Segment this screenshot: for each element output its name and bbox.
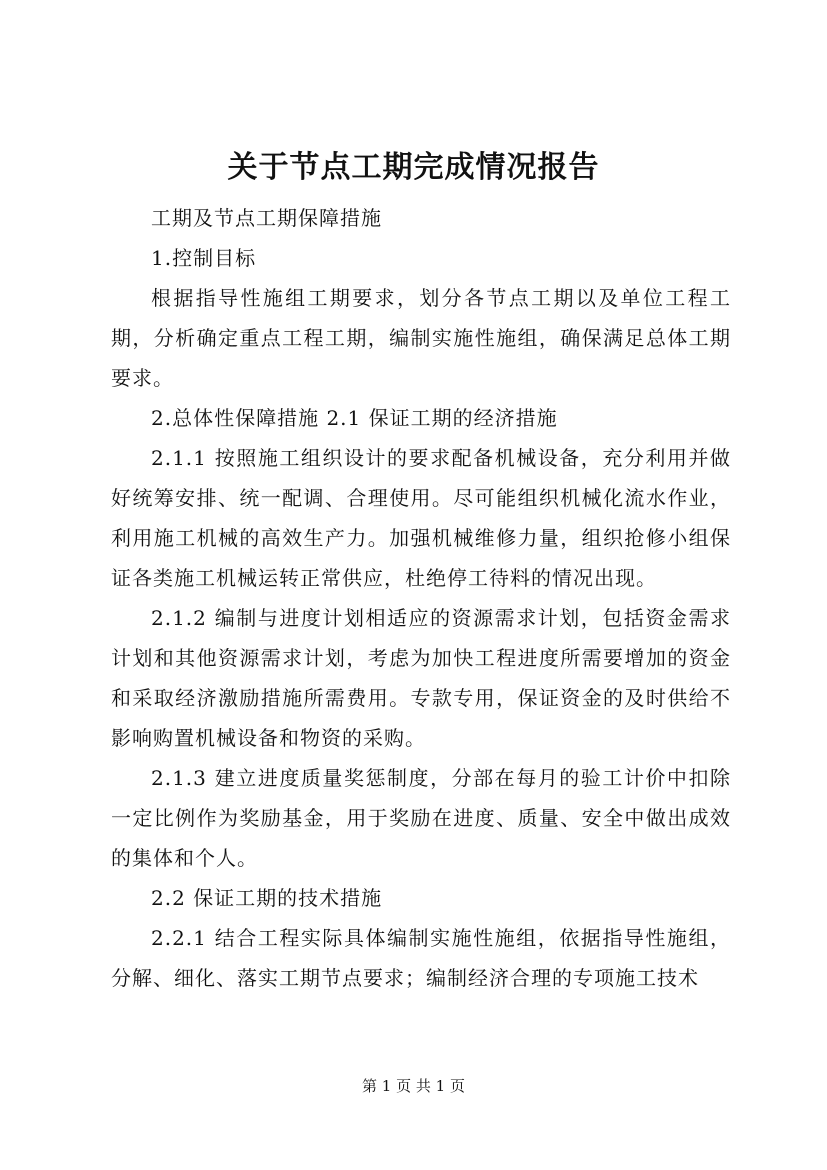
paragraph-heading: 工期及节点工期保障措施 (151, 206, 382, 230)
paragraph-control-goal: 根据指导性施组工期要求，划分各节点工期以及单位工程工期，分析确定重点工程工期，编制实施性施组，确保满足总体工期要求。 (111, 286, 731, 390)
paragraph-2-1-1: 2.1.1 按照施工组织设计的要求配备机械设备，充分利用并做好统筹安排、统一配调、合理使用。尽可能组织机械化流水作业，利用施工机械的高效生产力。加强机械维修力量，组织抢修小组保证各类施工机械运转正常供应，杜绝停工待料的情况出现。 (111, 446, 731, 590)
paragraph-section-2-2: 2.2 保证工期的技术措施 (151, 886, 383, 910)
page-number-footer: 第 1 页 共 1 页 (362, 1077, 465, 1095)
paragraph-2-2-1: 2.2.1 结合工程实际具体编制实施性施组，依据指导性施组，分解、细化、落实工期节点要求；编制经济合理的专项施工技术 (111, 926, 731, 990)
paragraph-2-1-3: 2.1.3 建立进度质量奖惩制度，分部在每月的验工计价中扣除一定比例作为奖励基金，用于奖励在进度、质量、安全中做出成效的集体和个人。 (111, 766, 731, 870)
paragraph-section-2: 2.总体性保障措施 2.1 保证工期的经济措施 (151, 406, 558, 430)
document-body (111, 198, 731, 998)
page-title: 关于节点工期完成情况报告 (227, 150, 600, 185)
paragraph-2-1-2: 2.1.2 编制与进度计划相适应的资源需求计划，包括资金需求计划和其他资源需求计划，考虑为加快工程进度所需要增加的资金和采取经济激励措施所需费用。专款专用，保证资金的及时供给不影响购置机械设备和物资的采购。 (111, 606, 731, 750)
paragraph-section-1: 1.控制目标 (151, 246, 257, 270)
